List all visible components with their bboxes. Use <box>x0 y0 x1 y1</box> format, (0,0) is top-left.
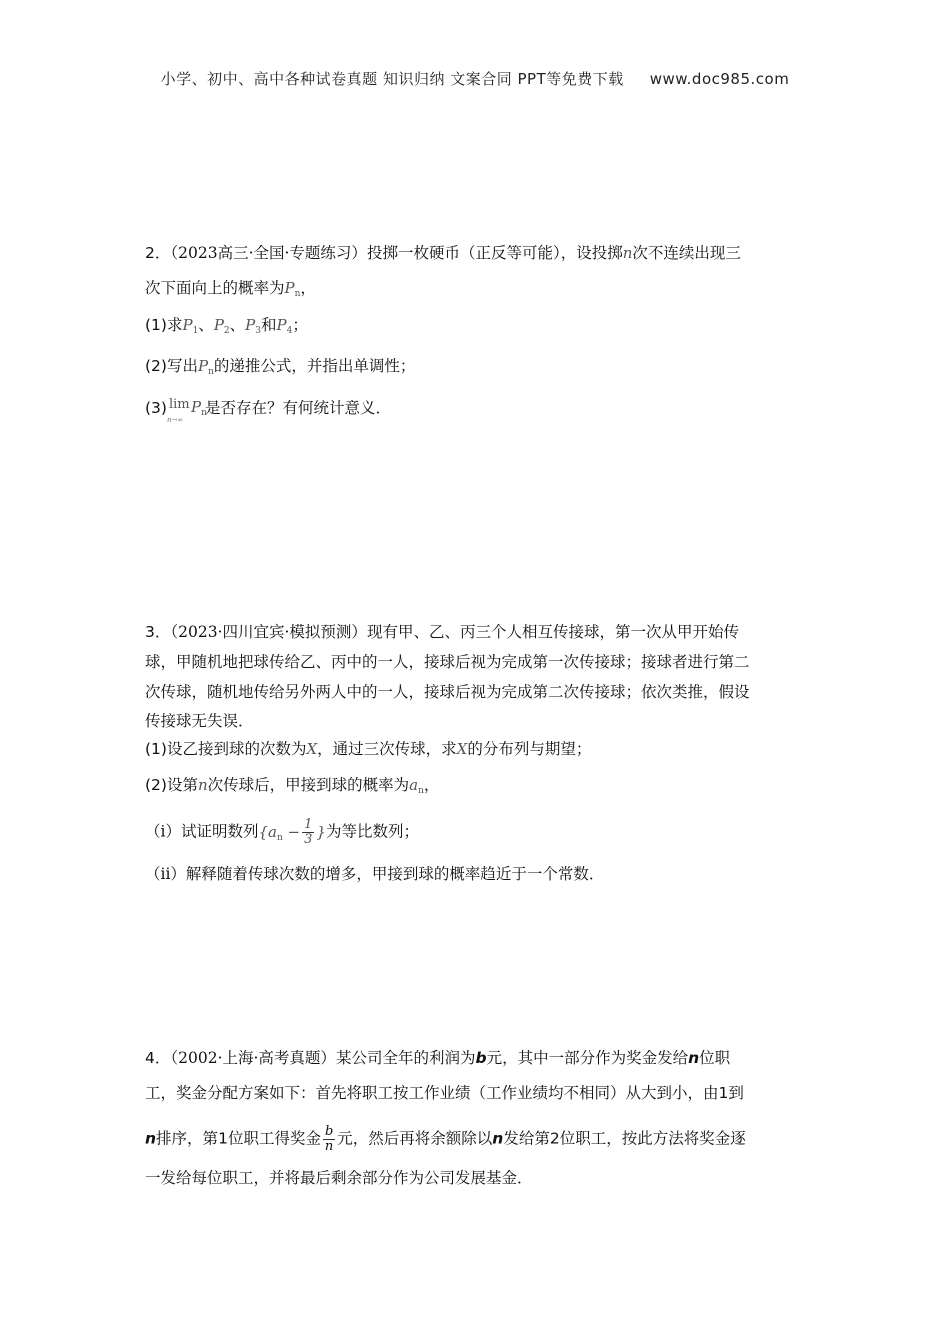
q3-part2: (2)设第n次传球后，甲接到球的概率为$a_n$， <box>145 776 440 796</box>
header-site: www.doc985.com <box>649 70 790 88</box>
q4-line3: n排序，第1位职工得奖金 $\frac{b}{n}$ 元，然后再将余额除以n发给第2位职工，按此方法将奖金逐 <box>145 1124 746 1154</box>
page-header <box>0 68 950 89</box>
q2-part1: (1)求$P_1$、$P_2$、$P_3$和$P_4$； <box>145 316 308 336</box>
q2-part2: (2)写出$P_n$的递推公式，并指出单调性； <box>145 357 416 377</box>
q3-line3: 次传球，随机地传给另外两人中的一人，接球后视为完成第二次传接球；依次类推，假设 <box>145 683 750 701</box>
q3-line1: 3．（2023·四川宜宾·模拟预测）现有甲、乙、丙三个人相互传接球，第一次从甲开始传 <box>145 623 739 641</box>
header-text: 小学、初中、高中各种试卷真题 知识归纳 文案合同 PPT等免费下载 <box>160 70 624 88</box>
q4-line1: 4．（2002·上海·高考真题）某公司全年的利润为b元，其中一部分作为奖金发给n位职 <box>145 1049 731 1067</box>
sequence-expression: {$a_n$ − $\frac{1}{3}$ } <box>258 817 326 847</box>
q2-part3: (3) lim n→∞ $P_n$ 是否存在？有何统计意义． <box>145 397 391 424</box>
limit-expression: lim n→∞ $P_n$ <box>166 397 207 424</box>
q3-part1: (1)设乙接到球的次数为X，通过三次传球，求X的分布列与期望； <box>145 740 592 758</box>
q3-part2-i: （i）试证明数列{$a_n$ − $\frac{1}{3}$ }为等比数列； <box>145 817 419 847</box>
q3-line4: 传接球无失误． <box>145 712 254 730</box>
bonus-fraction: $\frac{b}{n}$ <box>324 1124 334 1154</box>
q2-line1: 2．（2023高三·全国·专题练习）投掷一枚硬币（正反等可能），设投掷n次不连续出现三 <box>145 244 741 262</box>
q3-part2-ii: （ii）解释随着传球次数的增多，甲接到球的概率趋近于一个常数． <box>145 865 605 883</box>
q2-line2: 次下面向上的概率为$P_n$， <box>145 279 316 299</box>
q4-line4: 一发给每位职工，并将最后剩余部分作为公司发展基金． <box>145 1169 533 1187</box>
q4-line2: 工，奖金分配方案如下：首先将职工按工作业绩（工作业绩均不相同）从大到小，由1到 <box>145 1084 744 1102</box>
q3-line2: 球，甲随机地把球传给乙、丙中的一人，接球后视为完成第一次传接球；接球者进行第二 <box>145 653 750 671</box>
